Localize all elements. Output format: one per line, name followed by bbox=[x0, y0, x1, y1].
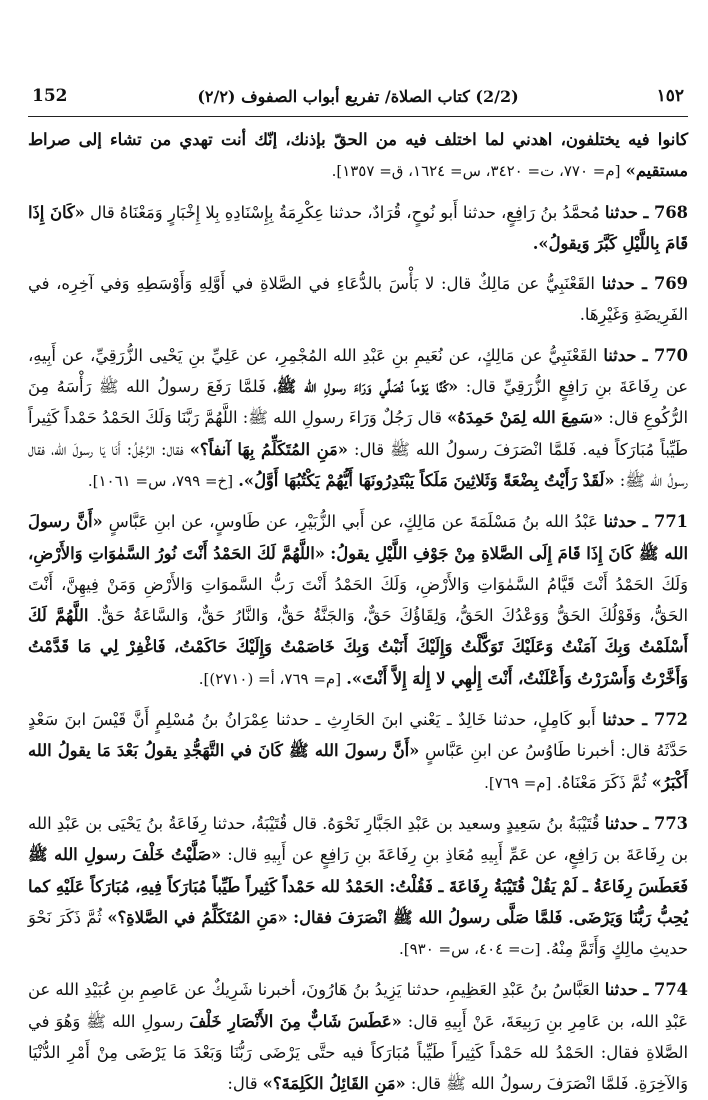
hadith-number: 768 ـ حدثنا bbox=[604, 202, 688, 222]
hadith-773 bbox=[28, 808, 688, 965]
hadith-text: قال رَجُلٌ وَرَاءَ رسولِ الله ﷺ: اللَّهُمَّ رَبَّنَا وَلَكَ الحَمْدُ حَمْداً كَثِيراً طَيِّباً مُبَارَكاً فيه. فَلمَّا انْصَرَفَ رسولُ الله ﷺ قال: bbox=[28, 408, 688, 459]
hadith-number: 773 ـ حدثنا bbox=[604, 813, 688, 833]
hadith-quote: «اللَّهُمَّ لَكَ الحَمْدُ أَنْتَ نُورُ السَّمٰوَاتِ وَالأَرْضِ، bbox=[28, 543, 325, 563]
hadith-771 bbox=[28, 506, 688, 695]
hadith-quote: «سَمِعَ الله لِمَنْ حَمِدَهُ» bbox=[447, 408, 604, 428]
hadith-769 bbox=[28, 268, 688, 331]
hadith-quote: «مَنِ القَائِلُ الكَلِمَةَ؟» bbox=[262, 1074, 406, 1094]
hadith-text: قُتَيْبَةُ بنُ سَعِيدٍ وسعيد بن عَبْدِ الجَبَّارِ نَحْوَهُ. قال قُتَيْبَةُ، حدثنا رِفَاعَةُ بنُ يَحْيَى بن عَبْدِ الله بن رِفَاعَةَ بن رَافِعٍ، عن عَمِّ أَبِيهِ مُعَاذِ بنِ رِفَاعَةَ بنِ رَافِعٍ عن أَبِيهِ قال: bbox=[28, 813, 688, 865]
hadith-text: مُحمَّدُ بنُ رَافِعٍ، حدثنا أَبو نُوحٍ، قُرَادٌ، حدثنا عِكْرِمَةُ بِإِسْنَادِهِ بِلا إِخْبَارٍ وَمَعْنَاهُ قال bbox=[90, 202, 600, 222]
continued-hadith bbox=[28, 124, 688, 188]
hadith-quote: «كُنَّا يَوْماً نُصَلِّي وَرَاءَ رسولِ الله ﷺ، bbox=[273, 377, 459, 397]
hadith-quote: «عَطَسَ شَابٌّ مِنَ الأَنْصَارِ خَلْفَ bbox=[189, 1011, 402, 1031]
hadith-quote: «أَنَّ رسولَ الله ﷺ كَانَ في التَّهَجُّدِ يقولُ بَعْدَ مَا يقولُ الله أَكْبَرُ» bbox=[28, 741, 688, 792]
hadith-quote: «كَانَ إِذَا قَامَ بِاللَّيْلِ كَبَّرَ وَيقولُ». bbox=[28, 202, 688, 253]
page-body bbox=[28, 84, 689, 1094]
hadith-text: وَلَكَ الحَمْدُ أَنْتَ قَيَّامُ السَّمٰوَاتِ وَالأَرْضِ، وَلَكَ الحَمْدُ أَنْتَ رَبُّ السَّموَاتِ وَالأَرْضِ وَمَنْ فِيهِنَّ، أَنْتَ الحَقُّ، وَقَوْلُكَ الحَقُّ وَوَعْدُكَ الحَقُّ، وَلِقَاؤُكَ حَقٌّ، وَالجَنَّةُ حَقٌّ، وَالنَّارُ حَقٌّ، وَالسَّاعَةُ حَقٌّ. bbox=[28, 574, 688, 626]
page-number-latin: 152 bbox=[32, 86, 68, 106]
hadith-text: أَبو كَامِلٍ، حدثنا خَالِدٌ ـ يَعْني ابنَ الحَارِثِ ـ حدثنا عِمْرَانُ بنُ مُسْلِمٍ أَنَّ قَيْسَ ابنَ سَعْدٍ حَدَّثَهُ قال: أخبرنا طَاوُسُ عن ابنِ عَبَّاسٍ bbox=[28, 710, 688, 761]
hadith-768 bbox=[28, 197, 688, 260]
hadith-reference: [ت= ٤٠٤، س= ٩٣٠]. bbox=[398, 940, 541, 959]
hadith-text: فقال: الرَّجُلُ: أَنَا يَا رسولَ الله، فقال رسولُ الله ﷺ: bbox=[28, 439, 688, 490]
hadith-quote: اللَّهُمَّ لَكَ أَسْلَمْتُ وَبِكَ آمَنْتُ وَعَلَيْكَ تَوَكَّلْتُ وَإِلَيْكَ أَنَبْتُ وَبِكَ خَاصَمْتُ وَإِلَيْكَ حَاكَمْتُ، فَاغْفِرْ لِي مَا قَدَّمْتُ وَأَخَّرْتُ وَأَسْرَرْتُ وَأَعْلَنْتُ، أَنْتَ إِلٰهِي لا إِلٰهَ إِلاَّ أَنْتَ». bbox=[28, 606, 688, 688]
hadith-text: ثُمَّ ذَكَرَ مَعْنَاهُ. bbox=[556, 772, 647, 792]
hadith-text: ثُمَّ ذَكَرَ نَحْوَ حديثِ مالِكٍ وَأَتَمَّ مِنْهُ. bbox=[28, 907, 688, 959]
hadith-quote: «لَقَدْ رَأَيْتُ بِضْعَةً وَثَلاثِينَ مَلَكاً يَبْتَدِرُونَهَا أَيُّهُمْ يَكْتُبُهَا أَوَّلُ». bbox=[238, 470, 615, 490]
running-title: (2/2) كتاب الصلاة/ تفريع أبواب الصفوف (٢/٢) bbox=[197, 87, 519, 106]
hadith-770 bbox=[28, 340, 688, 497]
continued-quote: كانوا فيه يختلفون، اهدني لما اختلف فيه من الحقّ بإذنك، إنّك أنت تهدي من تشاء إلى صراط مستقيم» bbox=[28, 130, 688, 181]
hadith-quote: «أَنَّ رسولَ الله ﷺ كَانَ إِذَا قَامَ إِلَى الصَّلاةِ مِنْ جَوْفِ اللَّيْلِ يقولُ: bbox=[28, 512, 688, 563]
hadith-text: القَعْنَبِيُّ عن مَالِكٌ قال: لا بَأْسَ بالدُّعَاءِ في الصَّلاةِ في أَوَّلِهِ وَأَوْسَطِهِ وَفي آخِرِه، في الفَرِيضَةِ وَغَيْرِهَا. bbox=[28, 274, 688, 325]
hadith-reference: [م= ٧٦٩، أ= (٢٧١٠)]. bbox=[198, 669, 342, 688]
page-number-arabic: ١٥٢ bbox=[656, 86, 684, 106]
hadith-quote: «مَنِ المُتَكَلِّمُ بِهَا آنفاً؟» bbox=[189, 439, 348, 459]
hadith-text: العَبَّاسُ بنُ عَبْدِ العَظِيمِ، حدثنا يَزِيدُ بنُ هَارُونَ، أخبرنا شَرِيكٌ عن عَاصِمِ بنِ عُبَيْدِ الله عن عَبْدِ الله، بن عَامِرِ بنِ رَبِيعَةَ، عَنْ أَبِيهِ قال: bbox=[28, 980, 688, 1031]
continued-reference: [م= ٧٧٠، ت= ٣٤٢٠، س= ١٦٢٤، ق= ١٣٥٧]. bbox=[331, 162, 621, 181]
hadith-number: 772 ـ حدثنا bbox=[602, 710, 689, 730]
hadith-772 bbox=[28, 704, 688, 799]
hadith-text: عَبْدُ الله بنُ مَسْلَمَةَ عن مَالِكٍ، عن أَبي الزُّبَيْرِ، عن طَاوسٍ، عن ابنِ عَبَّاسٍ bbox=[108, 512, 598, 532]
hadith-reference: [م= ٧٦٩]. bbox=[484, 773, 552, 792]
hadith-quote: «صَلَّيْتُ خَلْفَ رسولِ الله ﷺ فَعَطَسَ رِفَاعَةُ ـ لَمْ يَقُلْ قُتَيْبَةُ رِفَاعَةَ ـ فَقُلْتُ: الحَمْدُ لله حَمْداً كَثِيراً طَيِّباً مُبَارَكاً فِيهِ، مُبَارَكاً عَلَيْهِ كما يُحِبُّ رَبُّنَا وَيَرْضَى. فَلمَّا صَلَّى رسولُ الله ﷺ انْصَرَفَ فقال: bbox=[28, 845, 688, 927]
hadith-number: 771 ـ حدثنا bbox=[603, 512, 688, 532]
hadith-text: رسولِ الله ﷺ وَهُوَ في الصَّلاةِ فقال: الحَمْدُ لله حَمْداً كَثِيراً طَيِّباً مُبَارَكاً فيه حتَّى يَرْضَى رَبُّنَا وَبَعْدَ مَا يَرْضَى مِنْ أَمْرِ الدُّنْيَا وَالآخِرَةِ. فَلمَّا انْصَرَفَ رسولُ الله ﷺ قال: bbox=[28, 1011, 688, 1094]
hadith-quote: «مَنِ المُتَكَلِّمُ في الصَّلاةِ؟» bbox=[107, 907, 288, 927]
hadith-number: 769 ـ حدثنا bbox=[601, 274, 688, 294]
hadith-number: 774 ـ حدثنا bbox=[604, 980, 688, 1000]
hadith-text: فَلمَّا رَفَعَ رسولُ الله ﷺ رَأْسَهُ مِنَ الرُّكُوعِ قال: bbox=[28, 377, 688, 428]
hadith-text: قال: bbox=[227, 1074, 258, 1094]
hadith-number: 770 ـ حدثنا bbox=[603, 345, 689, 365]
hadith-text: القَعْنَبِيُّ عن مَالِكٍ، عن نُعَيمِ بنِ عَبْدِ الله المُجْمِرِ، عن عَلِيِّ بنِ يَحْيى الزُّرَقِيِّ، عن أَبِيهِ، عن رِفَاعَةَ بنِ رَافِعٍ الزُّرَقِيِّ قال: bbox=[28, 345, 688, 397]
hadith-reference: [خ= ٧٩٩، س= ١٠٦١]. bbox=[87, 471, 234, 490]
